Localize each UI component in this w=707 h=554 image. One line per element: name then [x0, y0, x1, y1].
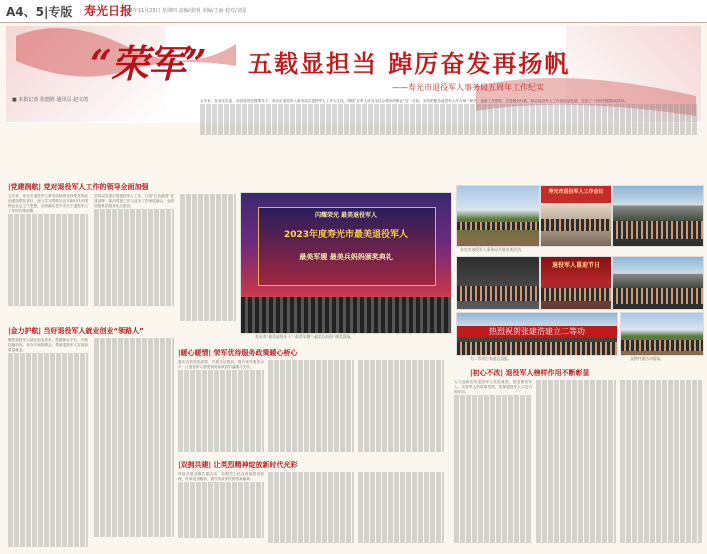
article-column-2: [94, 194, 174, 322]
section-heading-support: |双拥共建| 让英烈精神绽放新时代光彩: [178, 461, 298, 469]
banquet-banner: 退役军人喜迎节日: [551, 262, 600, 270]
banquet-photo: [540, 256, 612, 310]
meeting-banner: 寿光市退役军人工作会议: [548, 188, 604, 195]
photo-caption-joint: 双拥共建活动现场。: [630, 356, 665, 361]
column-text: 落实各项优抚政策，开展走访慰问，提升优待服务水平，让退役军人感受到党和政府的温暖与关怀。: [178, 360, 264, 370]
headline-subtitle: ——寿光市退役军人事务局五周年工作纪实: [392, 83, 544, 92]
section-heading-role-model: |初心不改| 退役军人榜样作用不断彰显: [470, 369, 590, 377]
stage-topline: 闪耀荣光 最美退役军人: [314, 211, 378, 219]
activity-photo-1: [456, 185, 540, 247]
byline: ■ 本报记者 张德胜 通讯员 赵文凯: [12, 97, 89, 103]
article-column-11: [358, 472, 444, 548]
headline-main: 五载显担当 踔厉奋发再扬帆: [248, 50, 571, 78]
issue-meta: 2023年11月23日 星期四 责编/张明 美编/王丽 校对/刘星: [120, 8, 247, 14]
article-column-3: [8, 338, 88, 548]
intro-paragraph: [200, 99, 698, 139]
headline-quote: “荣军”: [90, 41, 206, 86]
article-column-5: [180, 194, 236, 322]
section-heading-party: |党建润航| 党对退役军人工作的领导全面加强: [8, 183, 149, 191]
newspaper-logo: 寿光日报: [84, 4, 133, 18]
photo-caption-honor: 为二等功臣家庭送喜报。: [470, 356, 512, 361]
article-column-12: [454, 380, 532, 548]
award-delivery-photo: [612, 256, 704, 310]
honor-banner: 热烈祝贺张建浩建立二等功: [457, 326, 617, 337]
column-text: 坚持以党建引领退役军人工作，打造“红色港湾”党建品牌，推动党建工作与业务工作深度融合，全面加强基层服务站点建设。: [94, 194, 174, 209]
award-ceremony-photo: [240, 192, 452, 334]
column-text: 大力选树宣传退役军人先进典型，营造尊崇军人、关爱军人的浓厚氛围，发挥退役军人示范引领作用。: [454, 380, 532, 395]
page-number: A4、5|专版: [6, 5, 73, 19]
article-column-1: [8, 194, 88, 322]
stage-subline: 最美军嫂 最美兵妈妈颁奖典礼: [299, 252, 393, 261]
column-text: 持续开展双拥共建活动，加强烈士纪念设施建设管理，传承英烈精神，谱写军政军民团结新篇章。: [178, 472, 264, 482]
page-header: [0, 0, 707, 23]
section-heading-care: |暖心暖情| 荣军优待服务政策暖心桥心: [178, 349, 298, 357]
photo-caption-activities: 寿光市退役军人事务局开展各类活动。: [460, 247, 525, 252]
article-column-13: [536, 380, 616, 548]
column-text: 聚焦退役军人就业创业需求，搭建就业平台，开展技能培训，举办专场招聘会，帮助退役军人实现高质量就业。: [8, 338, 88, 353]
intro-text: 五年来，在寿光市委、市政府的坚强领导下，寿光市退役军人事务局以退役军人工作为主线，围绕“让军人成为全社会尊崇的职业”这一目标，坚持把服务退役军人作为第一职责，创新工作思路，完善服务体系，推动退役军人工作高质量发展，交出了一份份亮眼的成绩单。: [200, 99, 628, 103]
parade-photo: [612, 185, 704, 247]
joint-event-photo: [620, 312, 704, 356]
article-column-6: [178, 360, 264, 456]
section-heading-employment: |金力护航| 当好退役军人就业创业“领路人”: [8, 327, 144, 335]
photo-caption-ceremony: 寿光市“最美退役军人”“最美军嫂”“最美兵妈妈”颁奖现场。: [255, 334, 355, 339]
meeting-photo: [540, 185, 612, 247]
event-photo-2: [456, 256, 540, 310]
stage-slogan: 2023年度寿光市最美退役军人: [283, 229, 409, 240]
honor-photo: [456, 312, 618, 356]
article-column-4: [94, 338, 174, 548]
article-column-7: [268, 360, 354, 456]
column-text: 五年来，寿光市退役军人事务局始终坚持把党的政治建设摆在首位，深入学习贯彻习近平新时代中国特色社会主义思想，全面落实党中央关于退役军人工作的决策部署。: [8, 194, 88, 214]
article-column-8: [358, 360, 444, 456]
article-column-10: [268, 472, 354, 548]
article-column-9: [178, 472, 264, 548]
article-column-14: [620, 380, 702, 548]
